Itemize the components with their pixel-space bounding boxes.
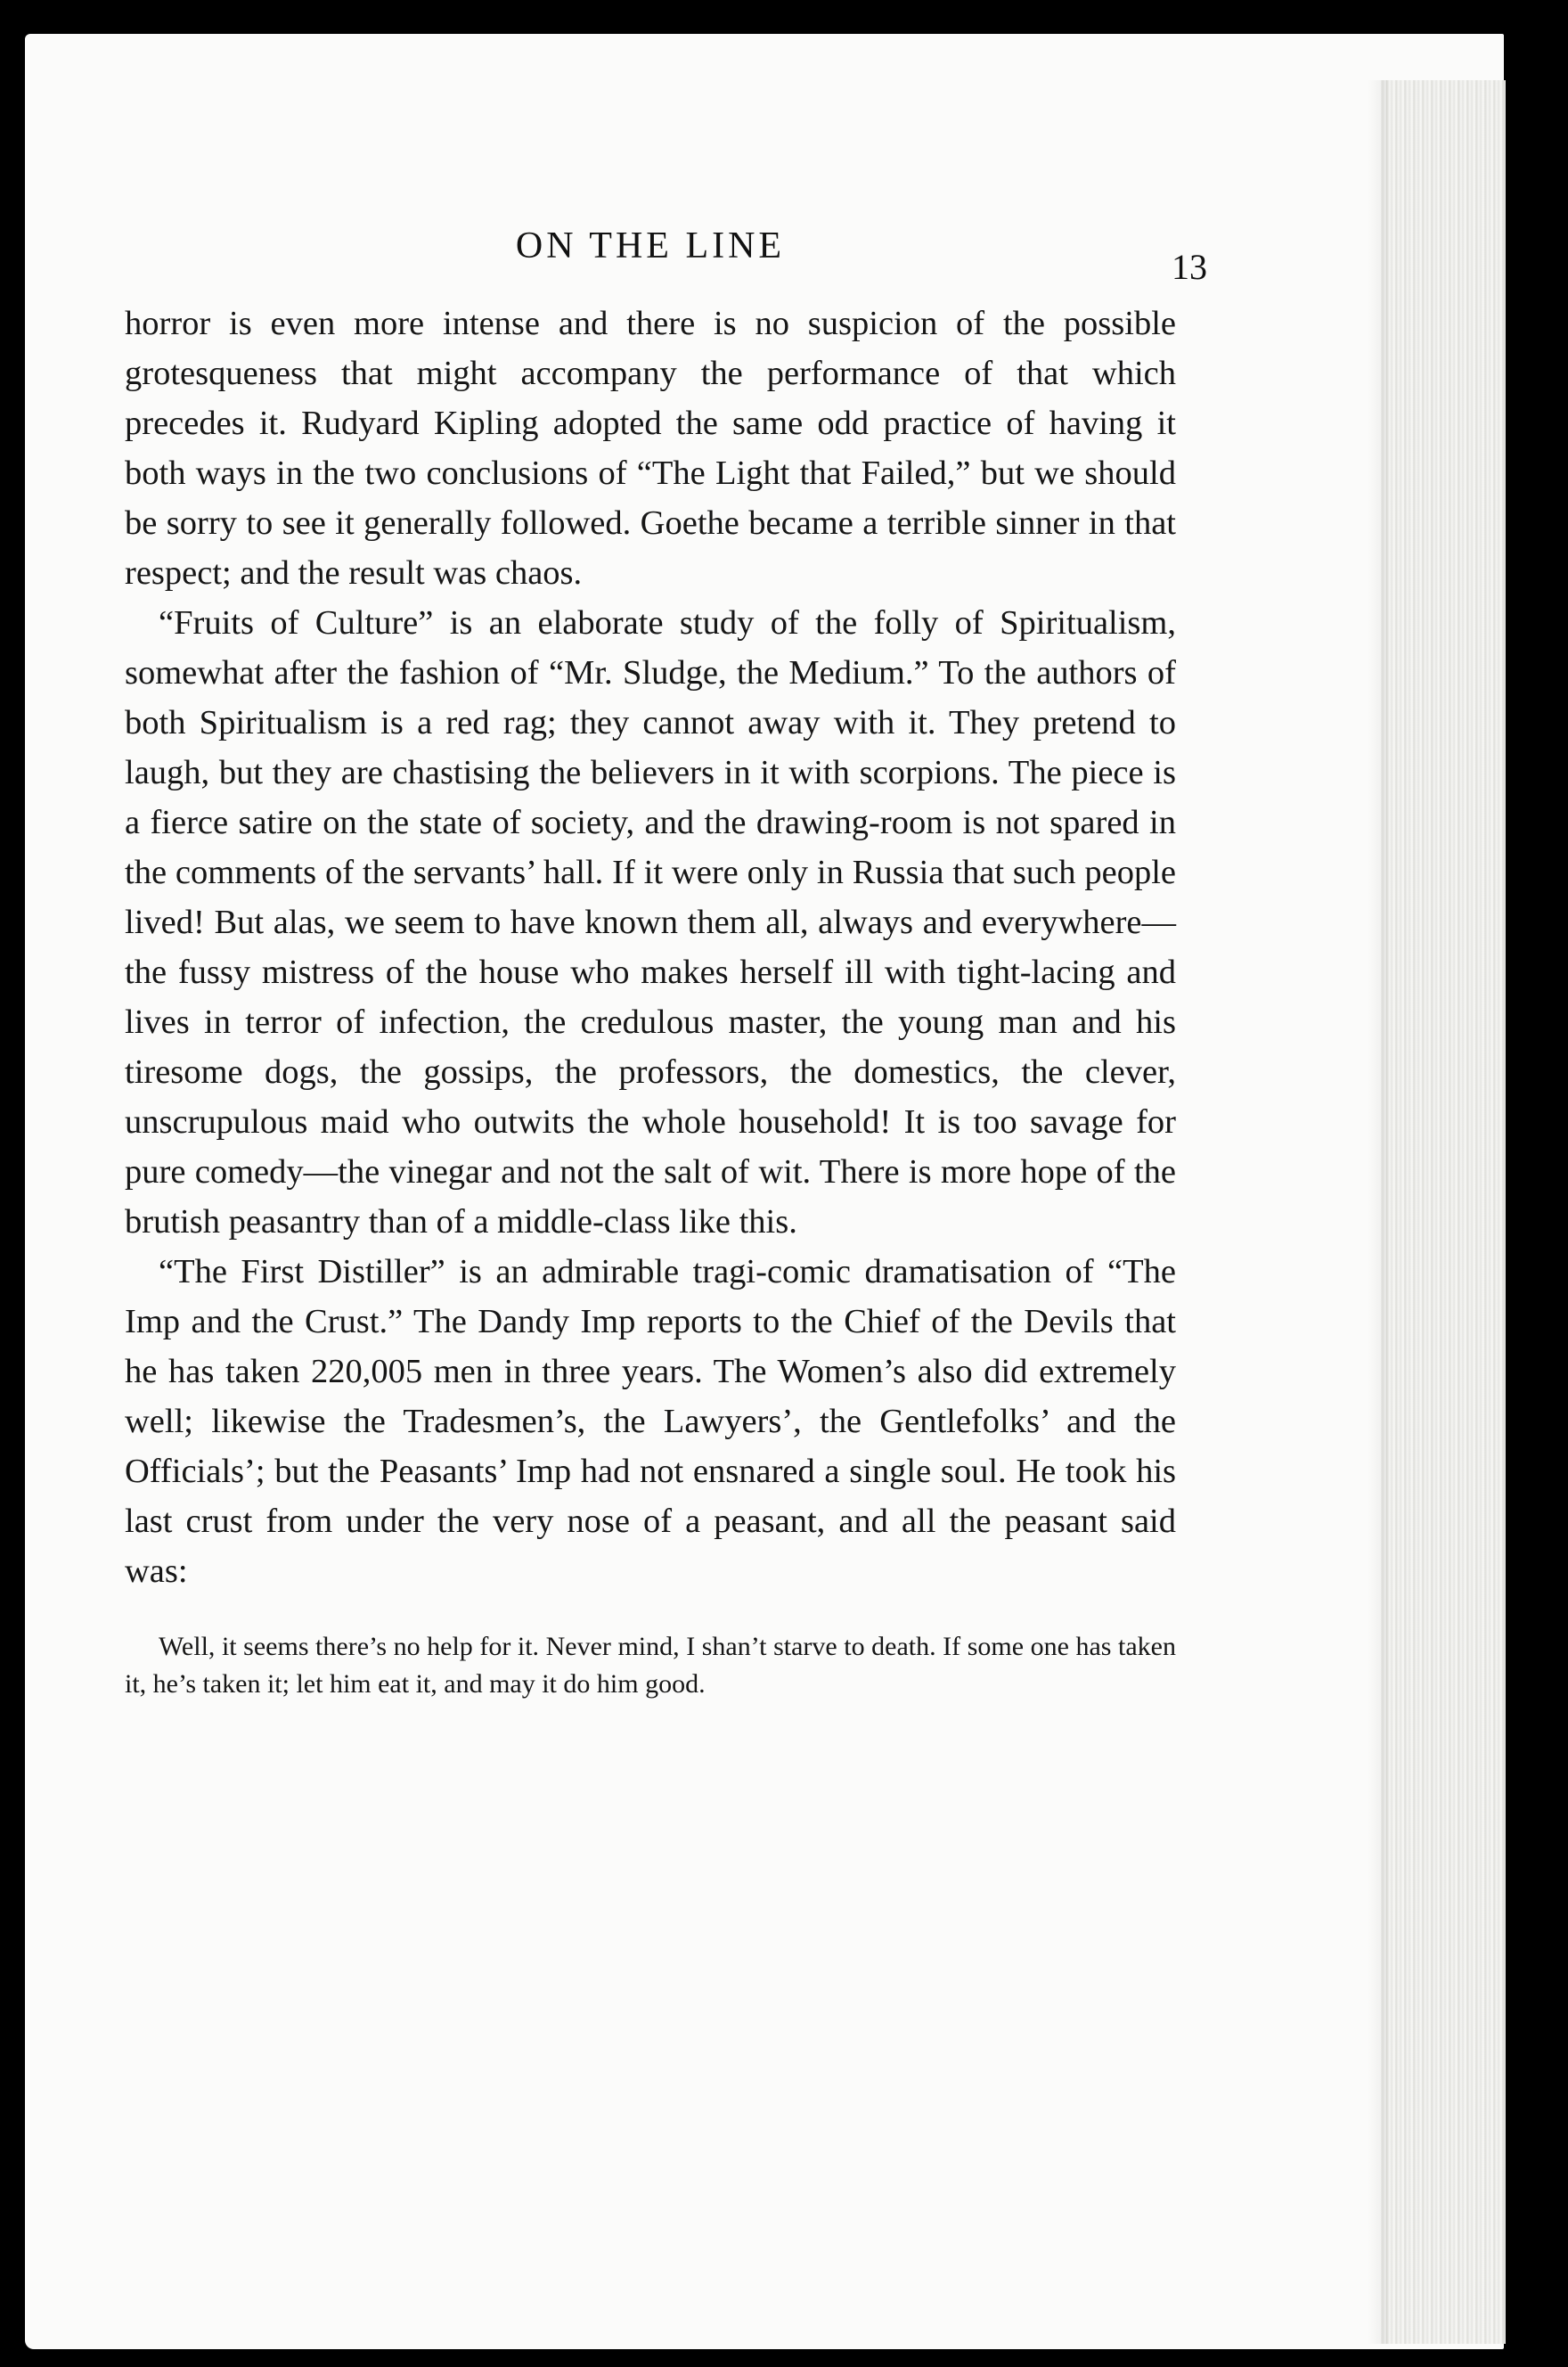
- running-head: ON THE LINE: [515, 225, 786, 266]
- block-quote: Well, it seems there’s no help for it. Never mind, I shan’t starve to death. If some one has taken it, he’s taken it; let him eat it, and may it do him good.: [125, 1632, 1176, 1699]
- paragraph-first-distiller: “The First Distiller” is an admirable tragi-comic dramatisation of “The Imp and the Crust.” The Dandy Imp reports to the Chief of the Devils that he has taken 220,005 men in three years. The Women’s also did extremely well; likewise the Tradesmen’s, the Lawyers’, the Gentlefolks’ and the Officials’; but the Peasants’ Imp had not ensnared a single soul. He took his last crust from under the very nose of a peasant, and all the peasant said was:: [125, 1253, 1176, 1590]
- paragraph-continuation: horror is even more intense and there is no suspicion of the possible grotesqueness that might accompany the performance of that which precedes it. Rudyard Kipling adopted the same odd practice of having it both ways in the two conclusions of “The Light that Failed,” but we should be sorry to see it generally followed. Goethe became a terrible sinner in that respect; and the result was chaos.: [125, 305, 1176, 592]
- body-text: [125, 299, 1176, 1703]
- page-number: 13: [1172, 247, 1207, 287]
- page-edges: [1381, 80, 1506, 2344]
- paragraph-fruits-of-culture: “Fruits of Culture” is an elaborate study of the folly of Spiritualism, somewhat after the fashion of “Mr. Sludge, the Medium.” To the authors of both Spiritualism is a red rag; they cannot away with it. They pretend to laugh, but they are chastising the believers in it with scorpions. The piece is a fierce satire on the state of society, and the drawing-room is not spared in the comments of the servants’ hall. If it were only in Russia that such people lived! But alas, we seem to have known them all, always and everywhere—the fussy mistress of the house who makes herself ill with tight-lacing and lives in terror of infection, the credulous master, the young man and his tiresome dogs, the gossips, the professors, the domestics, the clever, unscrupulous maid who outwits the whole household! It is too savage for pure comedy—the vinegar and not the salt of wit. There is more hope of the brutish peasantry than of a middle-class like this.: [125, 604, 1176, 1241]
- page-header: [125, 225, 1207, 287]
- page-edge-shadow: [1368, 80, 1387, 2344]
